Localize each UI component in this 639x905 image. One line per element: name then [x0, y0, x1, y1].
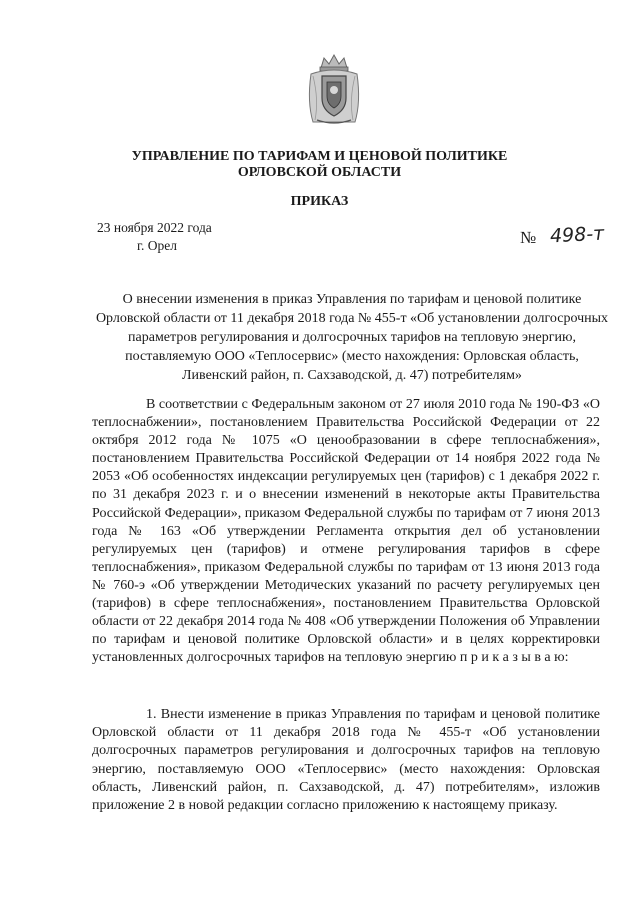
preamble-paragraph: В соответствии с Федеральным законом от 27 июля 2010 года № 190-ФЗ «О теплоснабжении», постановлением Правительства Российской Федерации от 22 октября 2012 года № 1075 «О ценообразовании в сфере теплоснабжения», постановлением Правительства Российской Федерации от 14 ноября 2022 года № 2053 «Об особенностях индексации регулируемых цен (тарифов) с 1 декабря 2022 г. по 31 декабря 2023 г. и о внесении изменений в некоторые акты Правительства Российской Федерации», приказом Федеральной службы по тарифам от 7 июня 2013 года № 163 «Об утверждении Регламента открытия дел об установлении регулируемых цен (тарифов) и отмене регулирования тарифов в сфере теплоснабжения», приказом Федеральной службы по тарифам от 13 июня 2013 года № 760-э «Об утверждении Методических указаний по расчету регулируемых цен (тарифов) в сфере теплоснабжения», постановлением Правительства Орловской области от 22 декабря 2014 года № 408 «Об утверждении Положения об Управлении по тарифам и ценовой политике Орловской области» и в целях корректировки установленных долгосрочных тарифов на тепловую энергию п р и к а з ы в а ю:: [92, 397, 600, 666]
document-subject: О внесении изменения в приказ Управления по тарифам и ценовой политике Орловской области от 11 декабря 2018 года № 455-т «Об установлении долгосрочных параметров регулирования и долгосрочных тарифов на тепловую энергию, поставляемую ООО «Теплосервис» (место нахождения: Орловская область, Ливенский район, п. Сахзаводской, д. 47) потребителям»: [95, 292, 609, 383]
coat-of-arms-icon: [305, 52, 363, 128]
organization-name-line2: ОРЛОВСКОЙ ОБЛАСТИ: [237, 165, 402, 180]
organization-name-line1: УПРАВЛЕНИЕ ПО ТАРИФАМ И ЦЕНОВОЙ ПОЛИТИКЕ: [131, 149, 508, 164]
document-number-handwritten: 498-т: [549, 222, 605, 248]
number-sign: №: [520, 228, 537, 247]
document-type: ПРИКАЗ: [290, 194, 349, 209]
document-date: 23 ноября 2022 года: [97, 220, 212, 235]
document-city: г. Орел: [137, 238, 177, 253]
order-item-1: 1. Внести изменение в приказ Управления по тарифам и ценовой политике Орловской области от 11 декабря 2018 года № 455-т «Об установлении долгосрочных параметров регулирования и долгосрочных тарифов на тепловую энергию, поставляемую ООО «Теплосервис» (место нахождения: Орловская область, Ливенский район, п. Сахзаводской, д. 47) потребителям», изложив приложение 2 в новой редакции согласно приложению к настоящему приказу.: [92, 707, 600, 814]
